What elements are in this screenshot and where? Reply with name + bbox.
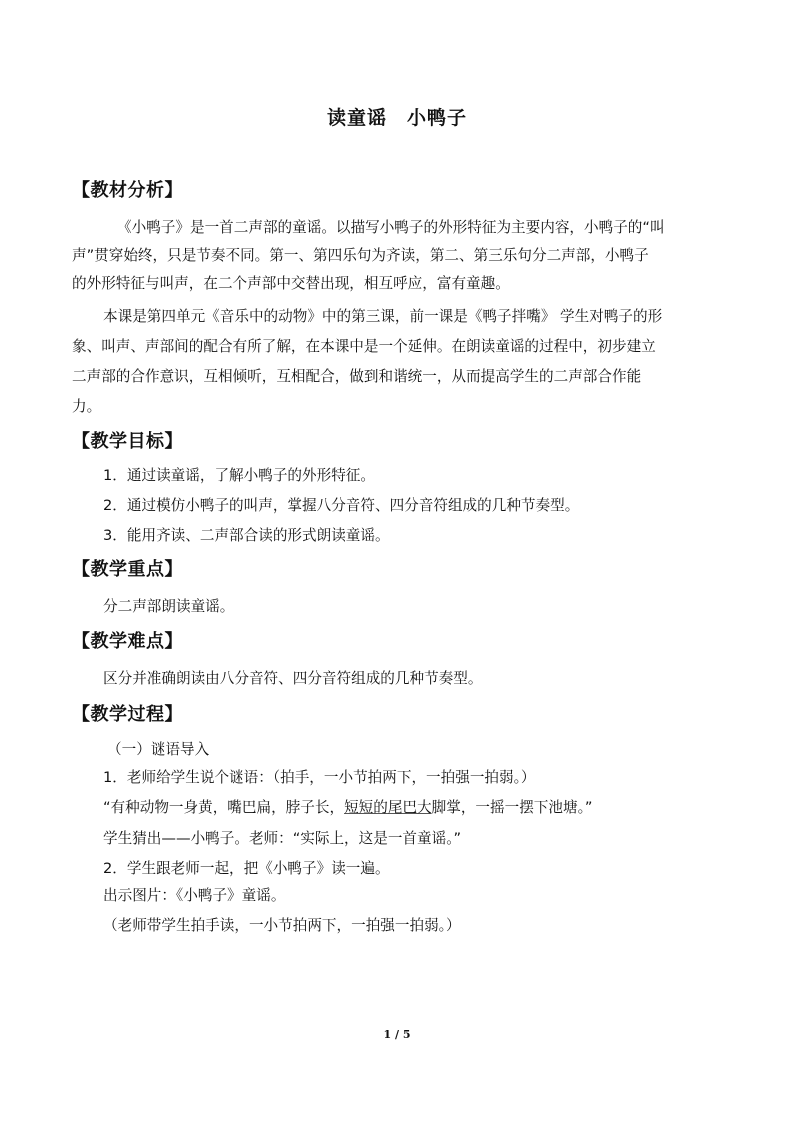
heading-analysis: 【教材分析】 (72, 180, 183, 201)
objective-item: 2．通过模仿小鸭子的叫声，掌握八分音符、四分音符组成的几种节奏型。 (103, 497, 580, 514)
heading-process: 【教学过程】 (72, 704, 183, 725)
analysis-p1-line3: 的外形特征与叫声，在二个声部中交替出现，相互呼应，富有童趣。 (72, 275, 510, 292)
analysis-p1-line1: 《小鸭子》是一首二声部的童谣。以描写小鸭子的外形特征为主要内容，小鸭子的“叫 (117, 219, 665, 236)
heading-key-points: 【教学重点】 (72, 559, 183, 580)
document-title: 读童谣 小鸭子 (326, 107, 467, 129)
process-step-2: 2．学生跟老师一起，把《小鸭子》读一遍。 (103, 860, 390, 877)
heading-difficulties: 【教学难点】 (72, 631, 183, 652)
analysis-p2-line3: 二声部的合作意识，互相倾听，互相配合，做到和谐统一，从而提高学生的二声部合作能 (72, 368, 642, 385)
riddle-part-c: 脚掌，一摇一摆下池塘。” (431, 799, 593, 816)
analysis-p2-line2: 象、叫声、声部间的配合有所了解，在本课中是一个延伸。在朗读童谣的过程中，初步建立 (72, 338, 656, 355)
riddle-text (103, 798, 592, 818)
heading-objectives: 【教学目标】 (72, 431, 183, 452)
difficulties-text: 区分并准确朗读由八分音符、四分音符组成的几种节奏型。 (103, 670, 483, 687)
teacher-note: （老师带学生拍手读，一小节拍两下，一拍强一拍弱。） (103, 917, 461, 934)
show-picture-text: 出示图片：《小鸭子》童谣。 (103, 887, 286, 904)
riddle-part-b: 短短的尾巴大 (344, 799, 432, 816)
analysis-p2-line1: 本课是第四单元《音乐中的动物》中的第三课，前一课是《鸭子拌嘴》 学生对鸭子的形 (103, 308, 663, 325)
objective-item: 3．能用齐读、二声部合读的形式朗读童谣。 (103, 527, 390, 544)
riddle-part-a: “有种动物一身黄，嘴巴扁，脖子长， (103, 799, 345, 816)
page-number: 1 / 5 (383, 1028, 411, 1041)
objective-item: 1．通过读童谣，了解小鸭子的外形特征。 (103, 467, 375, 484)
analysis-p2-line4: 力。 (72, 398, 102, 415)
analysis-p1-line2: 声”贯穿始终，只是节奏不同。第一、第四乐句为齐读，第二、第三乐句分二声部，小鸭子 (72, 247, 649, 264)
riddle-answer: 学生猜出——小鸭子。老师：“实际上，这是一首童谣。” (103, 830, 462, 847)
process-subheading: （一）谜语导入 (107, 741, 210, 758)
process-step-1: 1．老师给学生说个谜语：（拍手，一小节拍两下，一拍强一拍弱。） (103, 769, 536, 786)
key-points-text: 分二声部朗读童谣。 (103, 598, 235, 615)
